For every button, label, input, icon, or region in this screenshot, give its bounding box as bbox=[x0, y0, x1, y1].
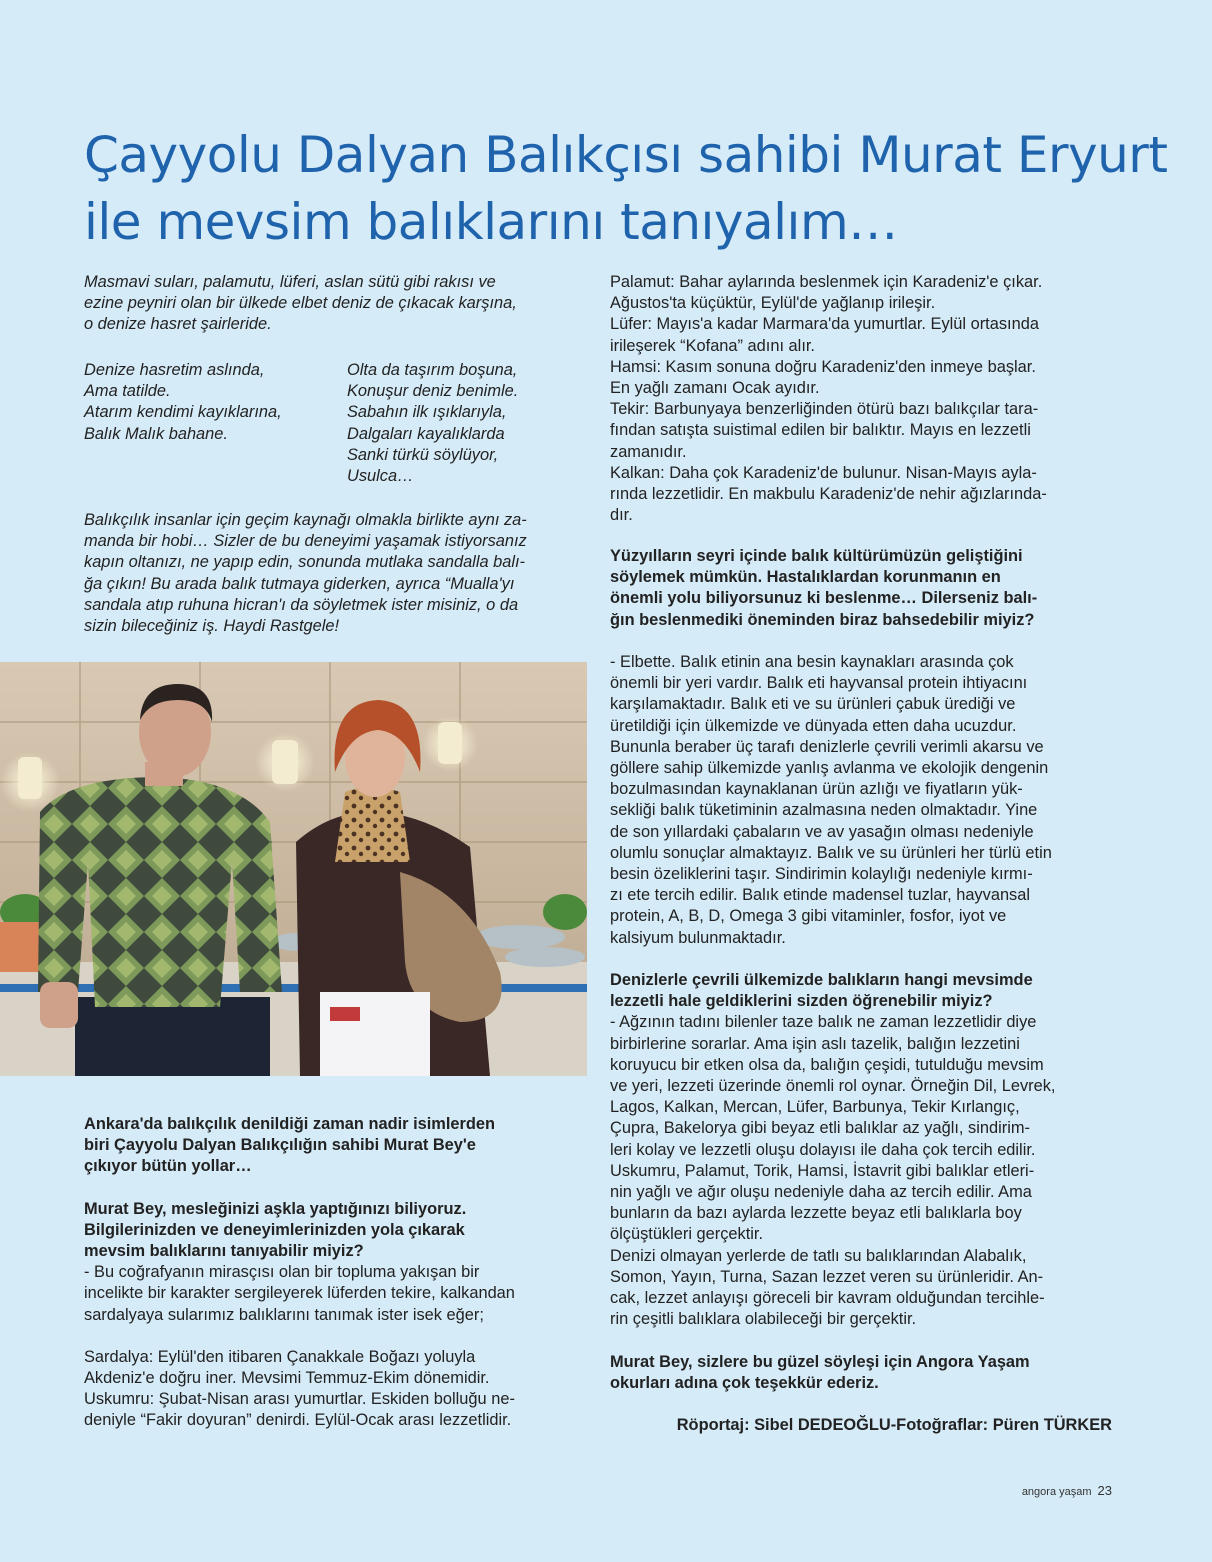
closing-thanks bbox=[610, 1352, 1112, 1394]
text-line: biri Çayyolu Dalyan Balıkçılığın sahibi Murat Bey'e bbox=[84, 1136, 476, 1155]
text-line: Murat Bey, sizlere bu güzel söyleşi için Angora Yaşam bbox=[610, 1353, 1030, 1371]
text-line: sardalyaya sularımız balıklarını tanımak ister isek eğer; bbox=[84, 1305, 484, 1324]
text-line: Lüfer: Mayıs'a kadar Marmara'da yumurtlar. Eylül ortasında bbox=[610, 315, 1039, 334]
right-column bbox=[610, 272, 1112, 526]
text-line: manda bir hobi… Sizler de bu deneyimi yaşamak istiyorsanız bbox=[84, 532, 527, 551]
text-line: cak, lezzet anlayışı göreceli bir kavram olduğundan tercihle- bbox=[610, 1289, 1045, 1308]
text-line: - Elbette. Balık etinin ana besin kaynakları arasında çok bbox=[610, 653, 1014, 671]
text-line: ezine peyniri olan bir ülkede elbet deniz de çıkacak karşına, bbox=[84, 294, 517, 313]
text-line: koruyucu bir etken olsa da, balığın çeşidi, tutulduğu mevsim bbox=[610, 1055, 1044, 1074]
text-line: Denizlerle çevrili ülkemizde balıkların hangi mevsimde bbox=[610, 971, 1033, 989]
fish-list-right bbox=[610, 272, 1112, 526]
text-line: kalsiyum bulunmaktadır. bbox=[610, 928, 786, 947]
photo-illustration bbox=[0, 662, 587, 1076]
text-line: sizin bileceğiniz iş. Haydi Rastgele! bbox=[84, 617, 340, 636]
text-line: leri kolay ve lezzetli oluşu dolayısı ile daha çok tercih edilir. bbox=[610, 1140, 1036, 1159]
text-line: incelikte bir karakter sergileyerek lüferden tekire, kalkandan bbox=[84, 1284, 515, 1303]
text-line: En yağlı zamanı Ocak ayıdır. bbox=[610, 379, 820, 398]
text-line: olumlu sonuçlar almaktayız. Balık ve su ürünleri her türlü etin bbox=[610, 843, 1052, 862]
text-line: besin özeliklerini taşır. Sindirimin kolaylığı nedeniyle kırmı- bbox=[610, 865, 1033, 884]
text-line: Ankara'da balıkçılık denildiği zaman nadir isimlerden bbox=[84, 1115, 496, 1133]
text-line: Bununla beraber üç tarafı denizlerle çevrili verimli akarsu ve bbox=[610, 737, 1044, 756]
text-line: Kalkan: Daha çok Karadeniz'de bulunur. Nisan-Mayıs ayla- bbox=[610, 463, 1037, 482]
page-footer bbox=[1022, 1483, 1112, 1498]
text-line: dır. bbox=[610, 506, 633, 525]
text-line: Denizi olmayan yerlerde de tatlı su balıklarından Alabalık, bbox=[610, 1246, 1027, 1265]
text-line: bunların da bazı aylarda lezzette beyaz etli balıklarla boy bbox=[610, 1204, 1022, 1223]
text-line: ğa çıkın! Bu arada balık tutmaya giderken, ayrıca “Mualla'yı bbox=[84, 574, 515, 593]
italic-paragraph bbox=[84, 510, 576, 637]
text-line: rında lezzetlidir. En makbulu Karadeniz'de nehir ağızlarında- bbox=[610, 485, 1047, 504]
question-1 bbox=[84, 1199, 576, 1263]
poem-line: Konuşur deniz benimle. bbox=[347, 382, 519, 401]
poem-line: Dalgaları kayalıklarda bbox=[347, 424, 505, 443]
text-line: sekliği balık tüketiminin azalmasına neden olmaktadır. Yine bbox=[610, 801, 1038, 820]
text-line: ğın beslenmediki öneminden biraz bahsedebilir miyiz? bbox=[610, 610, 1035, 629]
text-line: Murat Bey, mesleğinizi aşkla yaptığınızı biliyoruz. bbox=[84, 1199, 467, 1218]
publication-name: angora yaşam bbox=[1021, 1486, 1092, 1498]
text-line: çıkıyor bütün yollar… bbox=[84, 1157, 252, 1176]
text-line: lezzetli hale geldiklerini sizden öğrenebilir miyiz? bbox=[610, 992, 993, 1011]
text-line: - Bu coğrafyanın mirasçısı olan bir topluma yakışan bir bbox=[84, 1263, 480, 1282]
question-3 bbox=[610, 970, 1112, 1012]
answer-1 bbox=[84, 1262, 576, 1326]
text-line: önemli bir yeri vardır. Balık eti hayvansal protein ihtiyacını bbox=[610, 674, 1028, 693]
text-line: üretildiği için ülkemizde ve dünyada etten daha ucuzdur. bbox=[610, 716, 1017, 735]
text-line: bozulmasından kaynaklanan ürün azlığı ve fiyatların yük- bbox=[610, 780, 1023, 799]
text-line: zı ete tercih edilir. Balık etinde madensel tuzlar, hayvansal bbox=[610, 886, 1031, 905]
poem-line: Ama tatilde. bbox=[84, 382, 171, 401]
text-line: karşılamaktadır. Balık eti ve su ürünleri çabuk ürediği ve bbox=[610, 695, 1016, 714]
text-line: ve yeri, lezzeti üzerinde önemli rol oynar. Örneğin Dil, Levrek, bbox=[610, 1077, 1056, 1096]
right-column-lower bbox=[610, 970, 1112, 1330]
lead-paragraph bbox=[84, 1114, 576, 1178]
text-line: deniyle “Fakir doyuran” denirdi. Eylül-Ocak arası lezzetlidir. bbox=[84, 1411, 512, 1430]
text-line: Uskumru, Palamut, Torik, Hamsi, İstavrit gibi balıklar etleri- bbox=[610, 1161, 1035, 1180]
poem-line: Denize hasretim aslında, bbox=[84, 361, 265, 379]
interview-photo bbox=[0, 662, 587, 1076]
text-line: zamanıdır. bbox=[610, 442, 687, 461]
poem-right bbox=[347, 360, 518, 487]
text-line: okurları adına çok teşekkür ederiz. bbox=[610, 1374, 879, 1393]
poem-line: Sanki türkü söylüyor, bbox=[347, 445, 499, 464]
text-line: Uskumru: Şubat-Nisan arası yumurtlar. Eskiden bolluğu ne- bbox=[84, 1390, 515, 1409]
text-line: de son yıllardaki çabaların ve av yasağın olması nedeniyle bbox=[610, 822, 1034, 841]
text-line: nin yağlı ve ağır oluşu nedeniyle daha az tercih edilir. Ama bbox=[610, 1183, 1032, 1202]
text-line: Çupra, Bakelorya gibi beyaz etli balıklar az yağlı, sindirim- bbox=[610, 1119, 1030, 1138]
text-line: Yüzyılların seyri içinde balık kültürümüzün geliştiğini bbox=[610, 547, 1023, 565]
text-line: Lagos, Kalkan, Mercan, Lüfer, Barbunya, Tekir Kırlangıç, bbox=[610, 1098, 1020, 1117]
title-line-1: Çayyolu Dalyan Balıkçısı sahibi Murat Eryurt bbox=[84, 126, 1168, 184]
text-line: Bilgilerinizden ve deneyimlerinizden yola çıkarak bbox=[84, 1220, 465, 1239]
text-line: göllere sahip ülkemizde yanlış avlanma ve ekolojik dengenin bbox=[610, 759, 1049, 778]
text-line: Hamsi: Kasım sonuna doğru Karadeniz'den inmeye başlar. bbox=[610, 357, 1036, 376]
text-line: mevsim balıklarını tanıyabilir miyiz? bbox=[84, 1242, 364, 1261]
text-line: irileşerek “Kofana” adını alır. bbox=[610, 336, 815, 355]
poem-line: Balık Malık bahane. bbox=[84, 424, 228, 443]
text-line: önemli yolu biliyorsunuz ki beslenme… Dilerseniz balı- bbox=[610, 589, 1038, 608]
poem-line: Usulca… bbox=[347, 467, 414, 486]
poem-line: Olta da taşırım boşuna, bbox=[347, 361, 518, 379]
text-line: Masmavi suları, palamutu, lüferi, aslan sütü gibi rakısı ve bbox=[84, 273, 496, 291]
page-number: 23 bbox=[1097, 1483, 1112, 1498]
text-line: ölçüştükleri gerçektir. bbox=[610, 1225, 764, 1244]
article-title bbox=[84, 122, 1168, 256]
answer-3 bbox=[610, 1012, 1112, 1330]
question-2 bbox=[610, 546, 1112, 631]
answer-2 bbox=[610, 652, 1112, 949]
text-line: Akdeniz'e doğru iner. Mevsimi Temmuz-Ekim dönemidir. bbox=[84, 1369, 490, 1388]
text-line: o denize hasret şairleride. bbox=[84, 315, 272, 334]
text-line: fından satışta suistimal edilen bir balıktır. Mayıs en lezzetli bbox=[610, 421, 1031, 440]
text-line: kapın oltanızı, ne yapıp edin, sonunda mutlaka sandalla balı- bbox=[84, 553, 526, 572]
left-column-bottom bbox=[84, 1114, 576, 1432]
text-line: Ağustos'ta küçüktür, Eylül'de yağlanıp irileşir. bbox=[610, 294, 936, 313]
text-line: Somon, Yayın, Turna, Sazan lezzet veren su ürünleridir. An- bbox=[610, 1267, 1044, 1286]
poem-line: Atarım kendimi kayıklarına, bbox=[84, 403, 282, 422]
text-line: sandala atıp ruhuna hicran'ı da söyletmek ister misiniz, o da bbox=[84, 595, 519, 614]
text-line: Balıkçılık insanlar için geçim kaynağı olmakla birlikte aynı za- bbox=[84, 511, 527, 529]
title-line-2: ile mevsim balıklarını tanıyalım… bbox=[84, 193, 898, 251]
text-line: - Ağzının tadını bilenler taze balık ne zaman lezzetlidir diye bbox=[610, 1013, 1037, 1032]
text-line: protein, A, B, D, Omega 3 gibi vitaminler, fosfor, iyot ve bbox=[610, 907, 1007, 926]
text-line: birbirlerine sorarlar. Ama işin aslı tazelik, balığın lezzetini bbox=[610, 1034, 1020, 1053]
byline-credit: Röportaj: Sibel DEDEOĞLU-Fotoğraflar: Püren TÜRKER bbox=[676, 1416, 1112, 1434]
text-line: Palamut: Bahar aylarında beslenmek için Karadeniz'e çıkar. bbox=[610, 273, 1043, 291]
intro-paragraph bbox=[84, 272, 576, 336]
text-line: rin çeşitli balıklara olabileceği bir gerçektir. bbox=[610, 1310, 917, 1329]
poem-line: Sabahın ilk ışıklarıyla, bbox=[347, 403, 507, 422]
text-line: söylemek mümkün. Hastalıklardan korunmanın en bbox=[610, 568, 1001, 587]
fish-list-left bbox=[84, 1347, 576, 1432]
text-line: Tekir: Barbunyaya benzerliğinden ötürü bazı balıkçılar tara- bbox=[610, 400, 1039, 419]
poem-left bbox=[84, 360, 282, 445]
text-line: Sardalya: Eylül'den itibaren Çanakkale Boğazı yoluyla bbox=[84, 1347, 476, 1366]
